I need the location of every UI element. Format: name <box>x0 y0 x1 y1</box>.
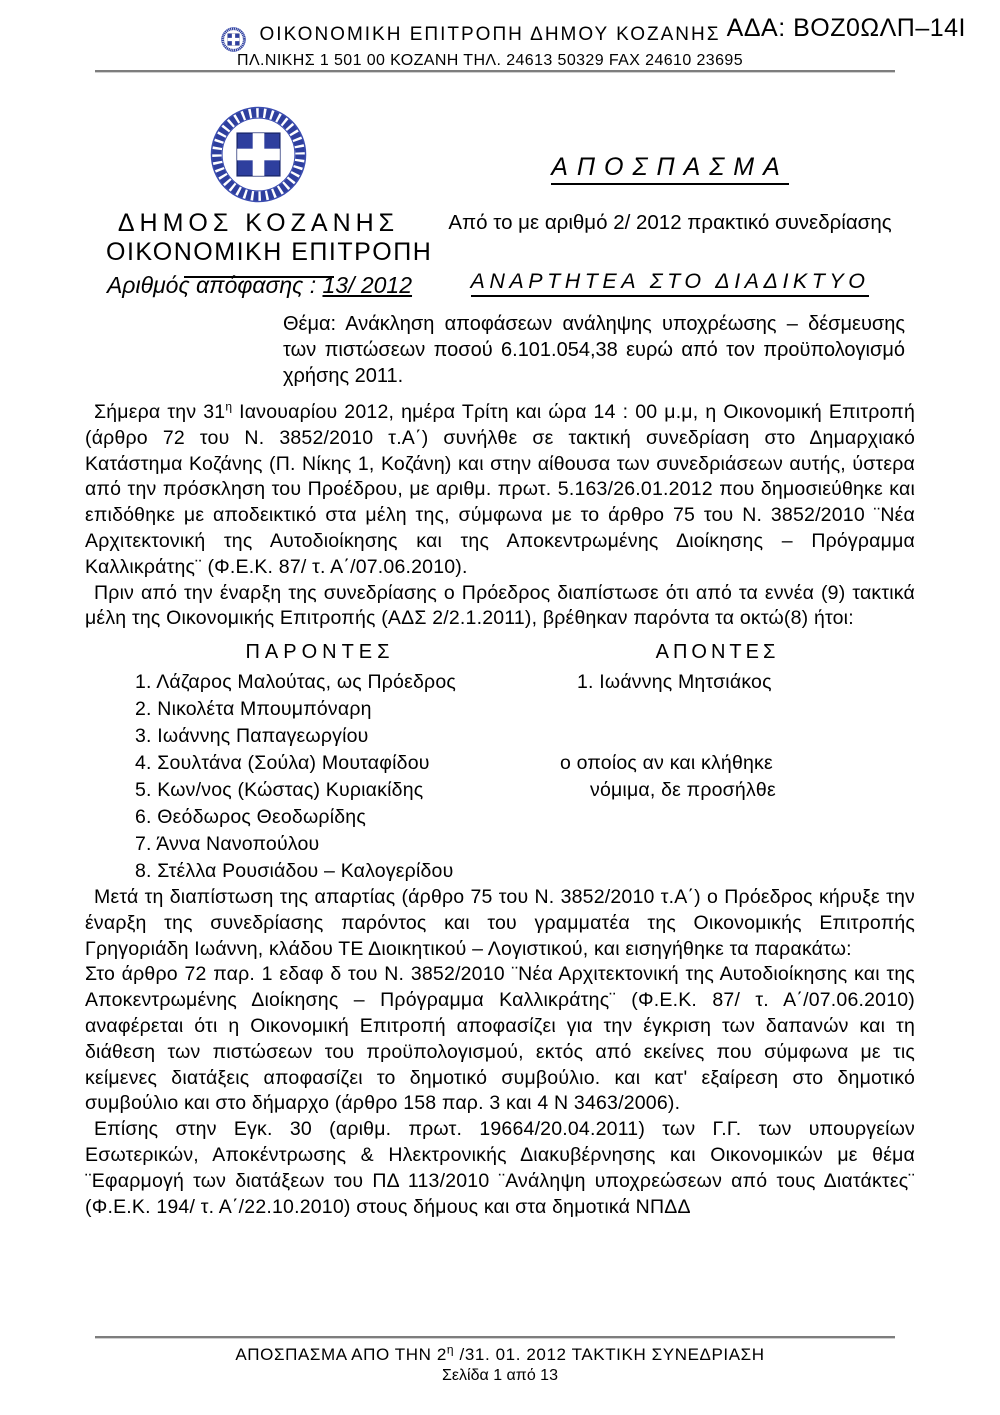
header-block <box>235 24 745 70</box>
header-divider <box>95 70 895 73</box>
footer-session-line <box>0 1342 1000 1365</box>
ada-number: ΑΔΑ: ΒΟΖ0ΩΛΠ–14Ι <box>726 14 966 42</box>
absent-note: ο οποίος αν και κλήθηκε <box>560 751 773 774</box>
attendance-section <box>85 640 915 885</box>
greek-emblem-icon <box>210 190 307 207</box>
present-member: 1. Λάζαρος Μαλούτας, ως Πρόεδρος <box>135 670 456 693</box>
absent-list <box>560 669 860 885</box>
municipality-name: ΔΗΜΟΣ ΚΟΖΑΝΗΣ <box>117 209 400 237</box>
document-body <box>85 400 915 1220</box>
footer-divider <box>95 1336 895 1339</box>
subject-text: Θέμα: Ανάκληση αποφάσεων ανάληψης υποχρέωσης – δέσμευσης των πιστώσεων ποσού 6.101.054,38 ευρώ από τον προϋπολογισμό χρήσης 2011. <box>283 313 905 387</box>
present-member: 2. Νικολέτα Μπουμπόναρη <box>135 697 372 720</box>
page-footer <box>0 1336 1000 1415</box>
present-member: 5. Κων/νος (Κώστας) Κυριακίδης <box>135 778 424 801</box>
paragraph-circular-30: Επίσης στην Εγκ. 30 (αριθμ. πρωτ. 19664/20.04.2011) των Γ.Γ. των υπουργείων Εσωτερικών, Αποκέντρωσης & Ηλεκτρονικής Διακυβέρνησης και Οικονομικών με θέμα ¨Εφαρμογή των διατάξεων του ΠΔ 113/2010 ¨Ανάληψη υποχρεώσεων από τους Διατάκτες¨ (Φ.Ε.Κ. 194/ τ. Α΄/22.10.2010) στους δήμους και στα δημοτικά ΝΠΔΔ <box>85 1118 915 1218</box>
present-member: 8. Στέλλα Ρουσιάδου – Καλογερίδου <box>135 859 454 882</box>
attendance-headers <box>85 640 915 666</box>
decision-label: Αριθμός απόφασης : <box>106 272 317 298</box>
present-header: ΠΑΡΟΝΤΕΣ <box>245 641 395 664</box>
present-list <box>135 669 560 885</box>
absent-member: 1. Ιωάννης Μητσιάκος <box>577 670 772 693</box>
web-posting-wrap <box>440 269 900 297</box>
present-member: 7. Άννα Νανοπούλου <box>135 832 320 855</box>
committee-name: ΟΙΚΟΝΟΜΙΚΗ ΕΠΙΤΡΟΠΗ <box>106 238 433 266</box>
paragraph-session-open: Μετά τη διαπίστωση της απαρτίας (άρθρο 75 του Ν. 3852/2010 τ.Α΄) ο Πρόεδρος κήρυξε την έναρξη της συνεδρίασης παρόντος και του γραμματέα της Οικονομικής Επιτροπής Γρηγοριάδη Ιωάννη, κλάδου ΤΕ Διοικητικού – Λογιστικού, και εισηγήθηκε τα παρακάτω: <box>85 885 915 960</box>
present-member: 4. Σουλτάνα (Σούλα) Μουταφίδου <box>135 751 430 774</box>
decision-number-line <box>92 272 427 299</box>
excerpt-title-wrap <box>440 153 900 185</box>
paragraph-text: Ιανουαρίου 2012, ημέρα Τρίτη και ώρα 14 : 00 μ.μ, η Οικονομική Επιτροπή (άρθρο 72 του Ν. 3852/2010 τ.Α΄) συνήλθε σε τακτική συνεδρίαση στο Δημαρχιακό Κατάστημα Κοζάνης (Π. Νίκης 1, Κοζάνη) και στην αίθουσα των συνεδριάσεων αυτής, ύστερα από την πρόσκληση του Προέδρου, με αριθμ. πρωτ. 5.163/26.01.2012 που δημοσιεύθηκε και επιδόθηκε με αποδεικτικό στα μέλη της, σύμφωνα με το άρθρο 75 του Ν. 3852/2010 ¨Νέα Αρχιτεκτονική της Αυτοδιοίκησης και της Αποκεντρωμένης Διοίκησης – Πρόγραμμα Καλλικράτης¨ (Φ.Ε.Κ. 87/ τ. Α΄/07.06.2010). <box>85 401 915 578</box>
present-member: 6. Θεόδωρος Θεοδωρίδης <box>135 805 366 828</box>
web-posting-label: ΑΝΑΡΤΗΤΕΑ ΣΤΟ ΔΙΑΔΙΚΤΥΟ <box>471 269 870 297</box>
header-committee-line: ΟΙΚΟΝΟΜΙΚΗ ΕΠΙΤΡΟΠΗ ΔΗΜΟΥ ΚΟΖΑΝΗΣ <box>259 24 721 45</box>
present-member: 3. Ιωάννης Παπαγεωργίου <box>135 724 369 747</box>
ordinal-superscript: η <box>446 1342 455 1357</box>
paragraph-article-72: Στο άρθρο 72 παρ. 1 εδαφ δ του Ν. 3852/2010 ¨Νέα Αρχιτεκτονική της Αυτοδιοίκησης και της Αποκεντρωμένης Διοίκησης – Πρόγραμμα Καλλικράτης¨ (Φ.Ε.Κ. 87/ τ. Α΄/07.06.2010) αναφέρεται ότι η Οικονομική Επιτροπή αποφασίζει για την έγκριση των δαπανών και τη διάθεση των πιστώσεων του προϋπολογισμού, εκτός από εκείνες που σύμφωνα με τις κείμενες διατάξεις αποφασίζει το δημοτικό συμβούλιο. και κατ' εξαίρεση στο δημοτικό συμβούλιο και στο δήμαρχο (άρθρο 158 παρ. 3 και 4 Ν 3463/2006). <box>85 963 915 1115</box>
header-address-line: ΠΛ.ΝΙΚΗΣ 1 501 00 ΚΟΖΑΝΗ ΤΗΛ. 24613 50329 FAX 24610 23695 <box>236 52 743 69</box>
decision-number: 13/ 2012 <box>322 272 413 298</box>
excerpt-title: ΑΠΟΣΠΑΣΜΑ <box>551 153 789 185</box>
footer-text: /31. 01. 2012 ΤΑΚΤΙΚΗ ΣΥΝΕΔΡΙΑΣΗ <box>454 1345 765 1364</box>
absent-spacer <box>560 696 860 750</box>
ordinal-superscript: η <box>225 399 233 414</box>
footer-page-number: Σελίδα 1 από 13 <box>442 1367 558 1384</box>
paragraph-quorum: Πριν από την έναρξη της συνεδρίασης ο Πρόεδρος διαπίστωσε ότι από τα εννέα (9) τακτικά μέλη της Οικονομικής Επιτροπής (ΑΔΣ 2/2.1.2011), βρέθηκαν παρόντα τα οκτώ(8) ήτοι: <box>85 581 915 630</box>
paragraph-text: Σήμερα την 31 <box>94 401 226 423</box>
excerpt-subtitle: Από το με αριθμό 2/ 2012 πρακτικό συνεδρίασης <box>448 211 892 234</box>
absent-note: νόμιμα, δε προσήλθε <box>590 778 776 801</box>
org-block <box>106 106 433 278</box>
attendance-columns <box>85 669 915 885</box>
absent-header: ΑΠΟΝΤΕΣ <box>655 641 780 664</box>
footer-text: ΑΠΟΣΠΑΣΜΑ ΑΠΟ ΤΗΝ 2 <box>235 1345 447 1364</box>
paragraph-session-intro <box>85 400 915 581</box>
